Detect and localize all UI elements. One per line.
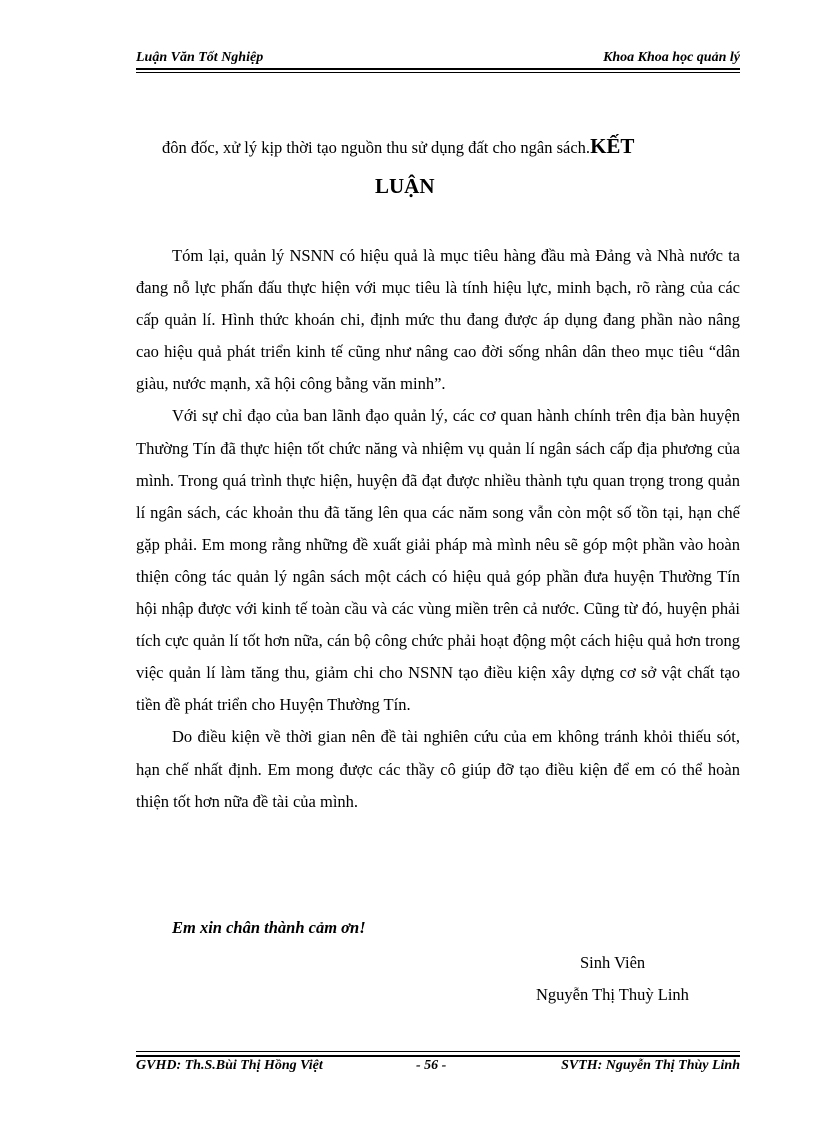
paragraph: Với sự chỉ đạo của ban lãnh đạo quản lý, các cơ quan hành chính trên địa bàn huyện Thường Tín đã thực hiện tốt chức năng và nhiệm vụ quản lí ngân sách cấp địa phương của mình. Trong quá trình thực hiện, huyện đã đạt được nhiều thành tựu quan trọng trong quản lí ngân sách, các khoản thu đã tăng lên qua các năm song vẫn còn một số tồn tại, hạn chế gặp phải. Em mong rằng những đề xuất giải pháp mà mình nêu sẽ góp một phần vào hoàn thiện công tác quản lý ngân sách một cách có hiệu quả góp phần đưa huyện Thường Tín hội nhập được với kinh tế toàn cầu và các vùng miền trên cả nước. Cũng từ đó, huyện phải tích cực quản lí tốt hơn nữa, cán bộ công chức phải hoạt động một cách hiệu quả hơn trong việc quản lí làm tăng thu, giảm chi cho NSNN tạo điều kiện xây dựng cơ sở vật chất tạo tiền đề phát triển cho Huyện Thường Tín. <box>136 406 740 715</box>
header-faculty-label: Khoa Khoa học quản lý <box>603 50 740 65</box>
intro-text: đôn đốc, xử lý kịp thời tạo nguồn thu sử dụng đất cho ngân sách. <box>162 138 591 157</box>
header-rule <box>136 68 740 70</box>
paragraph: Do điều kiện về thời gian nên đề tài nghiên cứu của em không tránh khỏi thiếu sót, hạn chế nhất định. Em mong được các thầy cô giúp đỡ tạo điều kiện để em có thể hoàn thiện tốt hơn nữa đề tài của mình. <box>136 727 740 811</box>
signature-name: Nguyễn Thị Thuỳ Linh <box>536 985 689 1004</box>
page-footer <box>136 1058 740 1078</box>
footer-rule <box>136 1055 740 1057</box>
header-thesis-label: Luận Văn Tốt Nghiệp <box>136 50 264 65</box>
body-text <box>136 240 740 818</box>
intro-line <box>162 134 742 160</box>
paragraph: Tóm lại, quản lý NSNN có hiệu quả là mục tiêu hàng đầu mà Đảng và Nhà nước ta đang nỗ lực phấn đấu thực hiện với mục tiêu là tính hiệu lực, minh bạch, rõ ràng của các cấp quản lí. Hình thức khoán chi, định mức thu đang được áp dụng đang phần nào nâng cao hiệu quả phát triển kinh tế cũng như nâng cao đời sống nhân dân theo mục tiêu “dân giàu, nước mạnh, xã hội công bằng văn minh”. <box>136 246 740 394</box>
footer-advisor: GVHD: Th.S.Bùi Thị Hồng Việt <box>136 1058 323 1073</box>
page-header <box>136 48 740 68</box>
footer-student: SVTH: Nguyễn Thị Thùy Linh <box>561 1058 740 1073</box>
heading-part1: KẾT <box>590 134 635 158</box>
header-rule-thin <box>136 72 740 73</box>
page-number: - 56 - <box>416 1058 447 1073</box>
closing-thanks: Em xin chân thành cảm ơn! <box>172 918 366 937</box>
footer-rule-thin <box>136 1051 740 1052</box>
heading-part2: LUẬN <box>375 174 435 198</box>
signature-role: Sinh Viên <box>580 953 646 972</box>
